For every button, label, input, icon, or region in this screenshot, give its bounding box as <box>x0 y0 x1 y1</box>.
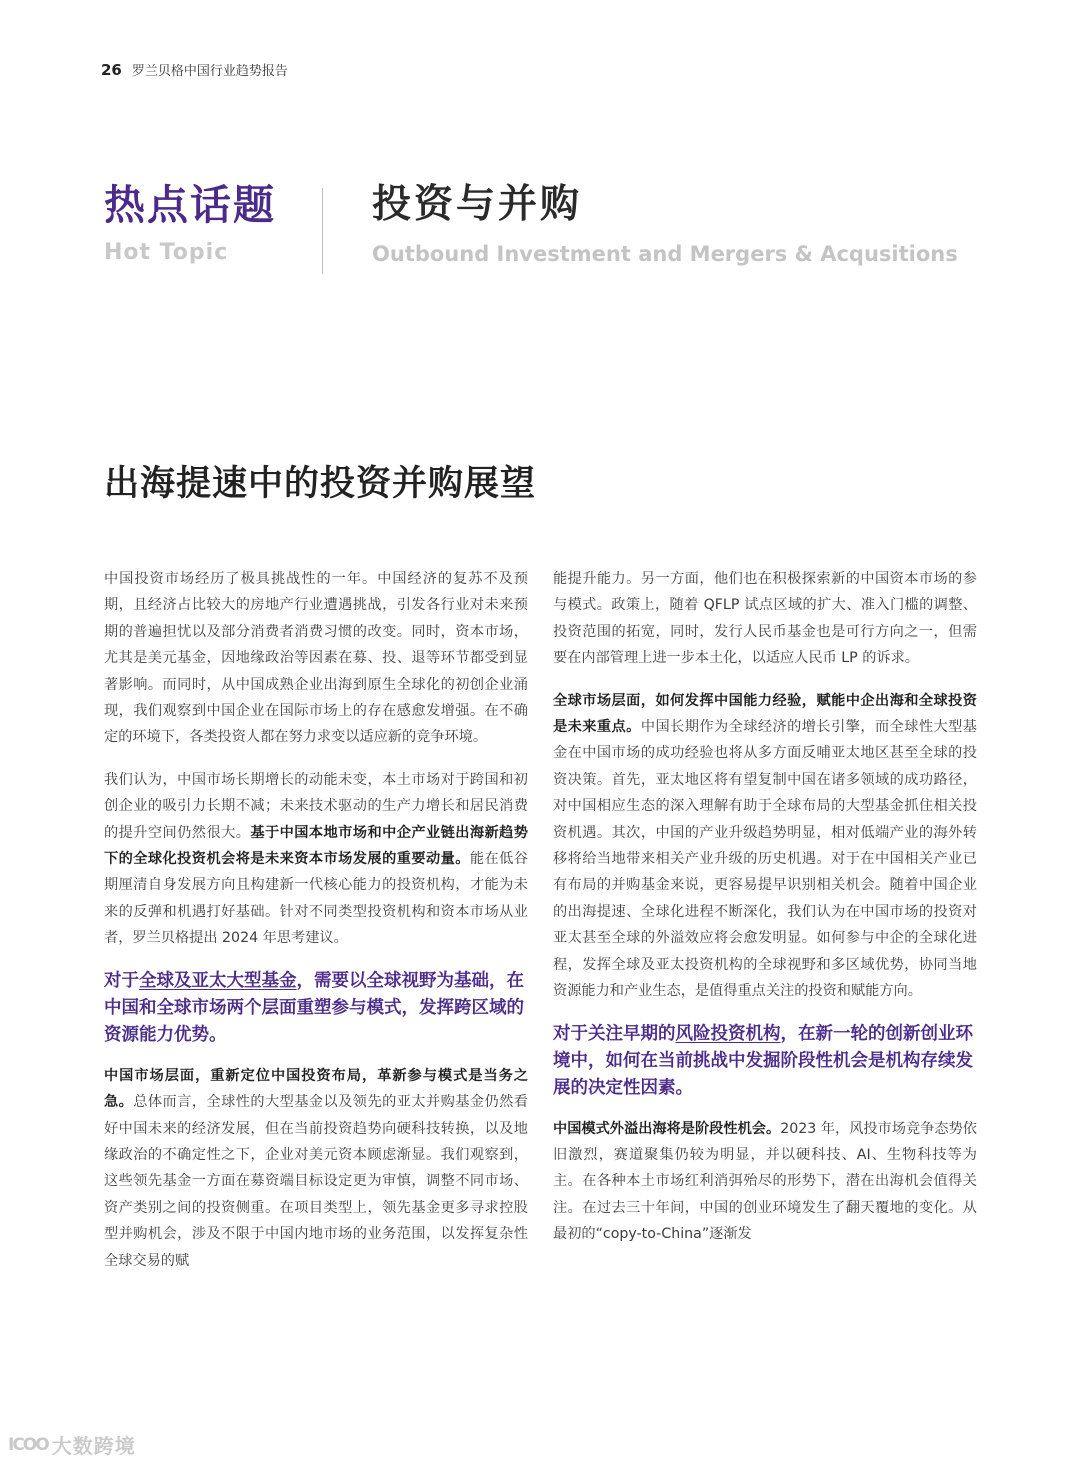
paragraph-text: 总体而言，全球性的大型基金以及领先的亚太并购基金仍然看好中国未来的经济发展，但在当前投资趋势向硬科技转换，以及地缘政治的不确定性之下，企业对美元资本顾虑渐显。我们观察到，这些领先基金一方面在募资端目标设定更为审慎，调整不同市场、资产类别之间的投资侧重。在项目类型上，领先基金更多寻求控股型并购机会，涉及不限于中国内地市场的业务范围，以发挥复杂性全球交易的赋 <box>104 1094 528 1269</box>
paragraph-lead: 全球市场层面，如何发挥中国能力经验，赋能中企出海和全球投资是未来重点。 <box>553 692 977 736</box>
paragraph <box>104 1063 528 1274</box>
subheading-text: 对于关注早期的 <box>553 1023 676 1044</box>
paragraph-text: 能在低谷期厘清自身发展方向且构建新一代核心能力的投资机构，才能为未来的反弹和机遇打好基础。针对不同类型投资机构和资本市场从业者，罗兰贝格提出 2024 年思考建议。 <box>104 851 528 947</box>
paragraph-text: 我们认为，中国市场长期增长的动能未变，本土市场对于跨国和初创企业的吸引力长期不减；未来技术驱动的生产力增长和居民消费的提升空间仍然很大。 <box>104 771 528 841</box>
subheading-text: 对于 <box>104 970 139 991</box>
paragraph-text: 2023 年，风投市场竞争态势依旧激烈，赛道聚集仍较为明显，并以硬科技、AI、生物科技等为主。在各种本土市场红利消弭殆尽的形势下，潜在出海机会值得关注。在过去三十年间，中国的创业环境发生了翻天覆地的变化。从最初的“copy-to-China”逐渐发 <box>553 1120 977 1243</box>
topic-title-cn: 热点话题 <box>104 181 276 229</box>
page-number: 26 <box>101 61 122 79</box>
page-header <box>101 60 288 79</box>
hot-topic-label <box>104 181 276 265</box>
section-theme <box>372 182 958 266</box>
subheading-text: ，在新一轮的创新创业环境中，如何在当前挑战中发掘阶段性机会是机构存续发展的决定性因素。 <box>553 1023 973 1098</box>
left-column <box>104 566 528 1290</box>
subheading-global-funds <box>104 968 528 1049</box>
vertical-divider <box>322 188 323 274</box>
running-title: 罗兰贝格中国行业趋势报告 <box>131 64 288 79</box>
topic-title-en: Hot Topic <box>104 240 229 265</box>
paragraph: 能提升能力。另一方面，他们也在积极探索新的中国资本市场的参与模式。政策上，随着 QFLP 试点区域的扩大、准入门槛的调整、投资范围的拓宽，同时，发行人民币基金也是可行方向之一，但需要在内部管理上进一步本土化，以适应人民币 LP 的诉求。 <box>553 571 977 667</box>
right-column <box>553 566 977 1264</box>
watermark-text: 大数跨境 <box>51 1434 136 1458</box>
subheading-highlight: 风险投资机构 <box>675 1023 781 1044</box>
watermark <box>8 1430 136 1459</box>
paragraph-emphasis: 基于中国本地市场和中企产业链出海新趋势下的全球化投资机会将是未来资本市场发展的重要动量。 <box>104 824 528 868</box>
paragraph-lead: 中国模式外溢出海将是阶段性机会。 <box>553 1120 781 1137</box>
subheading-highlight: 全球及亚太大型基金 <box>139 970 297 991</box>
subheading-text: ，需要以全球视野为基础，在中国和全球市场两个层面重塑参与模式，发挥跨区域的资源能力优势。 <box>104 970 524 1045</box>
paragraph <box>553 688 977 1005</box>
paragraph: 中国投资市场经历了极具挑战性的一年。中国经济的复苏不及预期，且经济占比较大的房地产行业遭遇挑战，引发各行业对未来预期的普遍担忧以及部分消费者消费习惯的改变。同时，资本市场，尤其是美元基金，因地缘政治等因素在募、投、退等环节都受到显著影响。而同时，从中国成熟企业出海到原生全球化的初创企业涌现，我们观察到中国企业在国际市场上的存在感愈发增强。在不确定的环境下，各类投资人都在努力求变以适应新的竞争环境。 <box>104 571 528 746</box>
paragraph <box>553 1116 977 1248</box>
article-heading: 出海提速中的投资并购展望 <box>104 464 537 504</box>
subheading-venture-capital <box>553 1021 977 1102</box>
theme-title-cn: 投资与并购 <box>372 182 583 227</box>
watermark-logo-icon: ICOO <box>8 1434 48 1455</box>
paragraph-lead: 中国市场层面，重新定位中国投资布局，革新参与模式是当务之急。 <box>104 1067 528 1111</box>
paragraph-text: 中国长期作为全球经济的增长引擎，而全球性大型基金在中国市场的成功经验也将从多方面反哺亚太地区甚至全球的投资决策。首先，亚太地区将有望复制中国在诸多领域的成功路径，对中国相应生态的深入理解有助于全球布局的大型基金抓住相关投资机遇。其次，中国的产业升级趋势明显，相对低端产业的海外转移将给当地带来相关产业升级的历史机遇。对于在中国相关产业已有布局的并购基金来说，更容易提早识别相关机会。随着中国企业的出海提速、全球化进程不断深化，我们认为在中国市场的投资对亚太甚至全球的外溢效应将会愈发明显。如何参与中企的全球化进程，发挥全球及亚太投资机构的全球视野和多区域优势，协同当地资源能力和产业生态，是值得重点关注的投资和赋能方向。 <box>553 719 977 1000</box>
paragraph <box>104 767 528 952</box>
theme-title-en: Outbound Investment and Mergers & Acqusitions <box>372 242 958 266</box>
